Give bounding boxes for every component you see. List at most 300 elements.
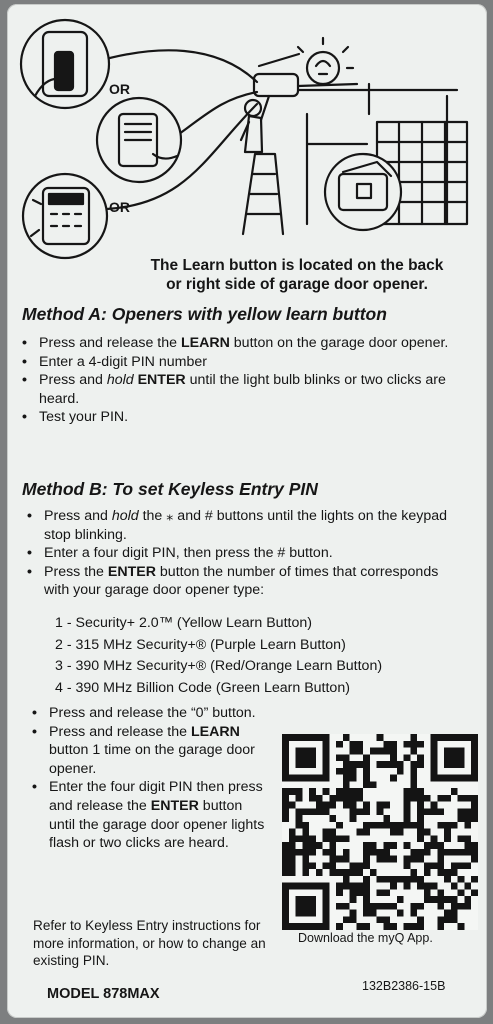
qr-module [289, 829, 296, 836]
qr-module [437, 842, 444, 849]
method-a-step [19, 371, 469, 408]
qr-module [296, 903, 303, 910]
qr-module [289, 849, 296, 856]
qr-module [410, 795, 417, 802]
qr-module [377, 876, 384, 883]
qr-module [309, 788, 316, 795]
qr-module [370, 748, 377, 755]
qr-module [431, 883, 438, 890]
qr-module [404, 862, 411, 869]
opener-type-item: 3 - 390 MHz Security+® (Red/Orange Learn Button) [55, 658, 383, 675]
qr-module [437, 923, 444, 930]
qr-module [424, 795, 431, 802]
qr-module [404, 856, 411, 863]
qr-module [424, 829, 431, 836]
qr-module [464, 808, 471, 815]
myq-app-qr-code[interactable] [282, 734, 478, 930]
qr-module [471, 889, 478, 896]
qr-module [424, 896, 431, 903]
qr-module [404, 788, 411, 795]
qr-module [377, 734, 384, 741]
step-keyword: ENTER [150, 797, 199, 814]
qr-module [296, 808, 303, 815]
method-b-step [29, 723, 269, 779]
opener-type-list [55, 613, 382, 699]
qr-module [323, 916, 330, 923]
qr-module [390, 876, 397, 883]
qr-module [417, 903, 424, 910]
qr-module [343, 775, 350, 782]
qr-module [464, 862, 471, 869]
qr-module [323, 835, 330, 842]
qr-module [417, 788, 424, 795]
qr-module [309, 923, 316, 930]
qr-module [282, 761, 289, 768]
qr-module [336, 923, 343, 930]
method-b-step: • Press and release the “0” button. [29, 704, 269, 723]
qr-module [404, 822, 411, 829]
qr-module [397, 768, 404, 775]
qr-module [444, 835, 451, 842]
qr-module [363, 808, 370, 815]
qr-module [350, 815, 357, 822]
qr-module [451, 761, 458, 768]
qr-module [410, 788, 417, 795]
qr-module [383, 842, 390, 849]
qr-module [377, 903, 384, 910]
qr-module [356, 869, 363, 876]
qr-module [397, 829, 404, 836]
step-text: button 1 time on the garage door opener. [49, 742, 255, 777]
qr-module [417, 822, 424, 829]
qr-module [316, 808, 323, 815]
qr-module [282, 842, 289, 849]
qr-module [343, 802, 350, 809]
qr-module [390, 903, 397, 910]
qr-module [370, 869, 377, 876]
qr-module [356, 829, 363, 836]
qr-module [458, 734, 465, 741]
qr-module [316, 775, 323, 782]
qr-module [302, 896, 309, 903]
qr-module [458, 795, 465, 802]
step-emphasis: hold [106, 372, 134, 389]
qr-module [356, 808, 363, 815]
qr-module [431, 748, 438, 755]
qr-module [451, 788, 458, 795]
qr-module [296, 754, 303, 761]
step-text: Press and [39, 372, 107, 389]
instruction-label [7, 4, 487, 1018]
qr-module [397, 761, 404, 768]
qr-module [437, 889, 444, 896]
opener-type-item: 4 - 390 MHz Billion Code (Green Learn Button) [55, 679, 350, 696]
qr-module [410, 734, 417, 741]
qr-module [458, 815, 465, 822]
qr-module [390, 822, 397, 829]
qr-module [356, 889, 363, 896]
qr-module [343, 835, 350, 842]
qr-module [356, 862, 363, 869]
qr-module [350, 741, 357, 748]
qr-module [410, 903, 417, 910]
qr-module [343, 876, 350, 883]
qr-module [417, 815, 424, 822]
qr-module [410, 869, 417, 876]
qr-module [410, 748, 417, 755]
qr-module [336, 795, 343, 802]
qr-module [316, 842, 323, 849]
qr-module [336, 883, 343, 890]
caption-line-1: The Learn button is located on the back [150, 257, 444, 274]
qr-module [302, 761, 309, 768]
qr-module [323, 768, 330, 775]
qr-module [296, 788, 303, 795]
qr-module [336, 788, 343, 795]
qr-module [377, 748, 384, 755]
qr-module [404, 741, 411, 748]
qr-module [363, 889, 370, 896]
qr-module [309, 734, 316, 741]
qr-module [431, 862, 438, 869]
qr-module [356, 761, 363, 768]
qr-module [370, 849, 377, 856]
qr-module [296, 822, 303, 829]
qr-module [296, 734, 303, 741]
qr-module [370, 910, 377, 917]
or-label: OR [109, 199, 130, 215]
qr-module [377, 889, 384, 896]
qr-module [464, 795, 471, 802]
or-label: OR [109, 81, 130, 97]
qr-module [451, 849, 458, 856]
qr-module [390, 775, 397, 782]
qr-module [363, 856, 370, 863]
qr-module [377, 822, 384, 829]
qr-module [451, 903, 458, 910]
method-a-step: • Enter a 4-digit PIN number [19, 353, 469, 372]
qr-module [424, 849, 431, 856]
learn-button-caption [117, 256, 477, 294]
qr-module [296, 775, 303, 782]
qr-module [343, 849, 350, 856]
qr-module [458, 862, 465, 869]
step-text: button on the garage door opener. [229, 335, 449, 351]
qr-module [437, 795, 444, 802]
qr-module [390, 741, 397, 748]
qr-module [417, 754, 424, 761]
qr-module [471, 754, 478, 761]
qr-module [370, 903, 377, 910]
qr-module [383, 761, 390, 768]
qr-module [350, 768, 357, 775]
qr-module [437, 896, 444, 903]
qr-module [451, 896, 458, 903]
qr-module [282, 849, 289, 856]
qr-module [471, 842, 478, 849]
step-emphasis: hold [111, 508, 139, 524]
qr-module [410, 856, 417, 863]
qr-module [458, 835, 465, 842]
qr-module [451, 754, 458, 761]
qr-module [383, 856, 390, 863]
qr-module [458, 923, 465, 930]
qr-module [336, 768, 343, 775]
qr-module [417, 923, 424, 930]
qr-module [437, 808, 444, 815]
qr-module [282, 856, 289, 863]
qr-module [390, 754, 397, 761]
qr-module [309, 835, 316, 842]
qr-module [309, 862, 316, 869]
qr-module [282, 748, 289, 755]
qr-module [451, 916, 458, 923]
qr-module [316, 795, 323, 802]
qr-module [323, 808, 330, 815]
qr-module [309, 896, 316, 903]
qr-module [282, 788, 289, 795]
qr-module [309, 808, 316, 815]
qr-module [343, 883, 350, 890]
qr-module [289, 883, 296, 890]
qr-module [343, 916, 350, 923]
step-text: Press and release the [49, 723, 191, 740]
qr-module [323, 741, 330, 748]
qr-module [282, 862, 289, 869]
qr-module [437, 916, 444, 923]
qr-module [289, 862, 296, 869]
qr-module [323, 788, 330, 795]
caption-line-2: or right side of garage door opener. [166, 276, 428, 293]
wall-control-panel-icon [97, 98, 181, 182]
qr-module [336, 869, 343, 876]
qr-module [363, 923, 370, 930]
qr-module [410, 775, 417, 782]
qr-module [458, 903, 465, 910]
qr-module [336, 754, 343, 761]
qr-module [296, 923, 303, 930]
qr-module [343, 734, 350, 741]
qr-module [464, 822, 471, 829]
qr-module [431, 802, 438, 809]
method-b-title: Method B: To set Keyless Entry PIN [22, 479, 318, 499]
qr-module [356, 748, 363, 755]
qr-code-caption: Download the myQ App. [298, 931, 433, 945]
qr-module [377, 802, 384, 809]
qr-module [417, 856, 424, 863]
qr-module [410, 910, 417, 917]
qr-module [410, 741, 417, 748]
qr-module [309, 903, 316, 910]
light-bulb-icon [307, 52, 339, 84]
qr-module [296, 883, 303, 890]
qr-module [444, 754, 451, 761]
qr-module [410, 761, 417, 768]
qr-module [282, 815, 289, 822]
qr-module [437, 856, 444, 863]
qr-module [302, 849, 309, 856]
method-b-steps-bottom [29, 704, 269, 853]
qr-module [289, 775, 296, 782]
qr-module [464, 842, 471, 849]
qr-module [302, 883, 309, 890]
qr-module [383, 849, 390, 856]
method-b-steps-top [24, 507, 464, 600]
qr-module [289, 856, 296, 863]
qr-module [302, 862, 309, 869]
step-text: Enter the four digit PIN then press and release the [49, 779, 263, 814]
qr-module [471, 795, 478, 802]
qr-module [302, 910, 309, 917]
qr-module [451, 910, 458, 917]
qr-module [471, 775, 478, 782]
qr-module [404, 802, 411, 809]
qr-module [343, 781, 350, 788]
qr-module [323, 829, 330, 836]
qr-module [383, 916, 390, 923]
qr-module [282, 896, 289, 903]
qr-module [323, 910, 330, 917]
qr-module [356, 923, 363, 930]
qr-module [451, 883, 458, 890]
qr-module [370, 842, 377, 849]
qr-module [302, 835, 309, 842]
qr-module [444, 795, 451, 802]
qr-module [404, 754, 411, 761]
qr-module [397, 896, 404, 903]
garage-door-opener-icon [254, 74, 298, 96]
qr-module [471, 741, 478, 748]
qr-module [309, 910, 316, 917]
qr-module [350, 883, 357, 890]
qr-module [323, 862, 330, 869]
step-text: button until the garage door opener lights flash or two clicks are heard. [49, 797, 265, 852]
qr-module [282, 802, 289, 809]
qr-module [390, 761, 397, 768]
qr-module [329, 849, 336, 856]
qr-module [383, 822, 390, 829]
qr-module [350, 761, 357, 768]
step-text: the ⁎ and # buttons until the lights on the keypad stop blinking. [44, 508, 448, 543]
qr-module [404, 808, 411, 815]
qr-module [323, 754, 330, 761]
qr-module [316, 869, 323, 876]
qr-module [323, 734, 330, 741]
learn-button-illustration [7, 4, 487, 264]
qr-module [471, 802, 478, 809]
qr-module [363, 849, 370, 856]
qr-module [471, 808, 478, 815]
qr-module [458, 849, 465, 856]
method-b-step [24, 507, 464, 544]
qr-module [282, 883, 289, 890]
qr-module [410, 923, 417, 930]
qr-module [350, 916, 357, 923]
qr-module [329, 856, 336, 863]
keypad-icon [23, 174, 107, 258]
qr-module [296, 835, 303, 842]
step-text: Press and release the [39, 335, 181, 351]
qr-module [431, 896, 438, 903]
qr-module [316, 734, 323, 741]
qr-module [323, 748, 330, 755]
qr-module [363, 754, 370, 761]
qr-module [383, 815, 390, 822]
qr-module [302, 869, 309, 876]
qr-module [329, 802, 336, 809]
qr-module [444, 775, 451, 782]
qr-module [336, 903, 343, 910]
qr-module [471, 748, 478, 755]
qr-module [302, 822, 309, 829]
qr-module [282, 741, 289, 748]
qr-module [464, 903, 471, 910]
qr-module [329, 869, 336, 876]
qr-module [296, 896, 303, 903]
qr-module [404, 923, 411, 930]
qr-module [444, 748, 451, 755]
qr-module [437, 869, 444, 876]
qr-module [424, 862, 431, 869]
qr-module [444, 849, 451, 856]
qr-module [343, 856, 350, 863]
qr-module [444, 869, 451, 876]
qr-module [329, 835, 336, 842]
qr-module [424, 842, 431, 849]
qr-module [417, 916, 424, 923]
qr-module [329, 815, 336, 822]
qr-module [417, 876, 424, 883]
qr-module [323, 802, 330, 809]
qr-module [417, 808, 424, 815]
qr-module [390, 923, 397, 930]
qr-module [458, 775, 465, 782]
qr-module [404, 842, 411, 849]
qr-module [444, 822, 451, 829]
qr-module [343, 795, 350, 802]
qr-module [302, 903, 309, 910]
qr-module [309, 775, 316, 782]
qr-module [444, 761, 451, 768]
qr-module [302, 842, 309, 849]
qr-module [329, 829, 336, 836]
qr-module [289, 842, 296, 849]
qr-module [309, 883, 316, 890]
qr-module [316, 802, 323, 809]
part-number: 132B2386-15B [362, 979, 446, 993]
qr-module [383, 876, 390, 883]
qr-module [437, 775, 444, 782]
qr-module [464, 849, 471, 856]
qr-module [377, 761, 384, 768]
qr-module [397, 822, 404, 829]
method-a-steps [19, 334, 469, 427]
step-keyword: ENTER [107, 563, 156, 580]
qr-module [316, 923, 323, 930]
qr-module [431, 775, 438, 782]
qr-module [363, 896, 370, 903]
qr-module [363, 829, 370, 836]
qr-module [336, 822, 343, 829]
qr-module [296, 761, 303, 768]
qr-module [323, 849, 330, 856]
qr-module [309, 795, 316, 802]
qr-module [383, 741, 390, 748]
qr-module [471, 734, 478, 741]
method-a-title: Method A: Openers with yellow learn button [22, 304, 387, 324]
qr-module [356, 788, 363, 795]
qr-module [309, 748, 316, 755]
